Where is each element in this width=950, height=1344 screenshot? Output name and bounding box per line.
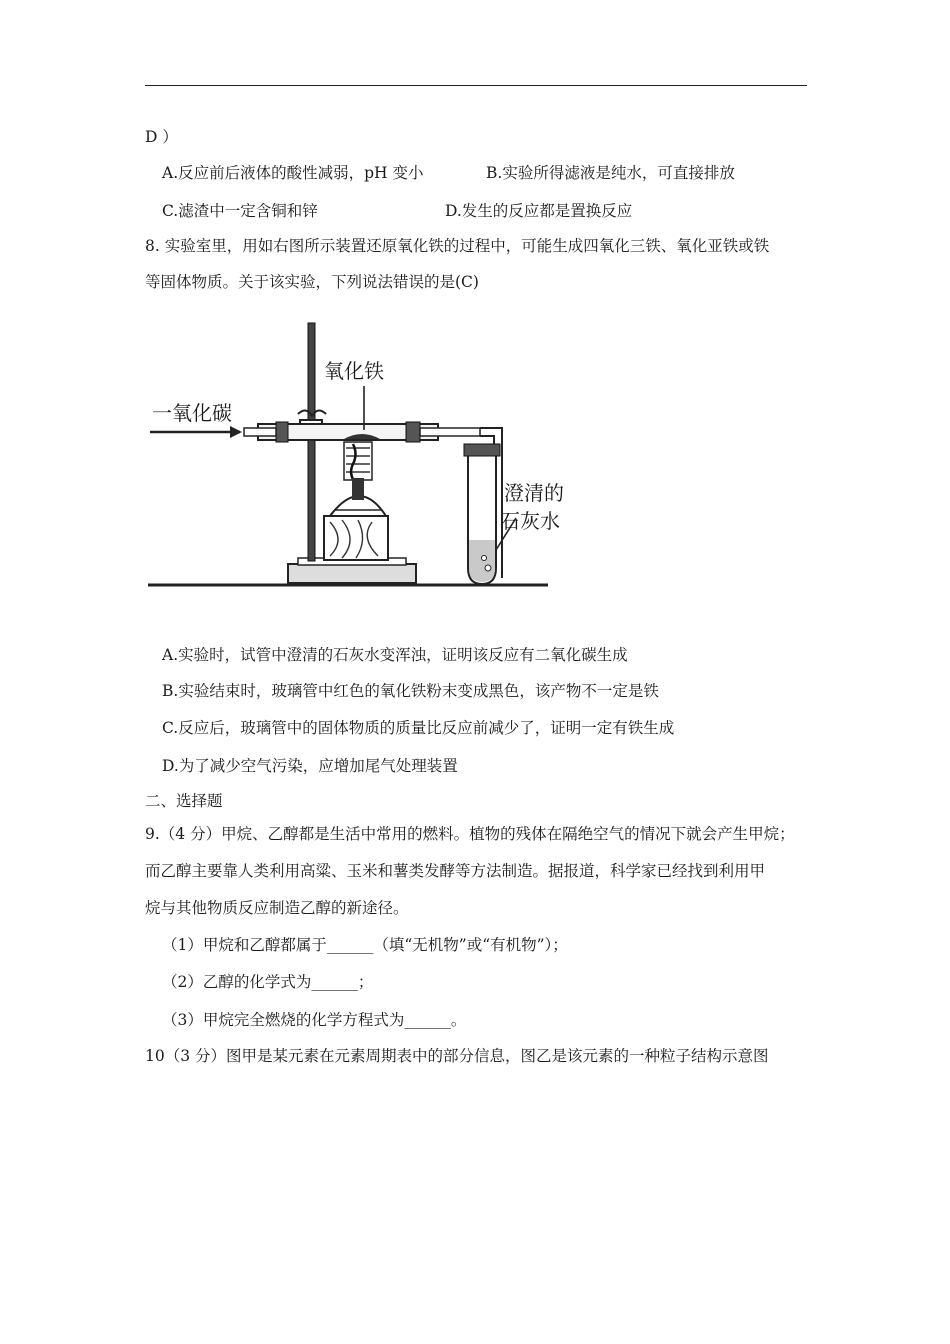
q9-stem-line3: 烷与其他物质反应制造乙醇的新途径。	[145, 899, 409, 917]
section-title: 二、选择题	[145, 792, 223, 810]
previous-answer: D ）	[145, 128, 178, 146]
limewater	[469, 540, 495, 582]
test-tube-stopper	[464, 444, 500, 456]
left-stopper	[276, 422, 288, 442]
label-carbon-monoxide: 一氧化碳	[152, 401, 232, 425]
lamp-wick	[352, 478, 364, 500]
q9-stem-line1: 9.（4 分）甲烷、乙醇都是生活中常用的燃料。植物的残体在隔绝空气的情况下就会产生甲烷；	[145, 825, 795, 843]
q8-option-b: B.实验结束时，玻璃管中红色的氧化铁粉末变成黑色，该产物不一定是铁	[162, 682, 659, 700]
q9-sub1: （1）甲烷和乙醇都属于______（填“无机物”或“有机物”）；	[162, 936, 568, 954]
q7-option-d: D.发生的反应都是置换反应	[445, 202, 633, 220]
label-limewater-line2: 石灰水	[500, 509, 560, 533]
q8-stem-line2: 等固体物质。关于该实验，下列说法错误的是(C)	[145, 273, 479, 291]
right-stopper	[406, 422, 420, 442]
q9-stem-line2: 而乙醇主要靠人类利用高粱、玉米和薯类发酵等方法制造。据报道，科学家已经找到利用甲	[145, 862, 766, 880]
q7-option-b: B.实验所得滤液是纯水，可直接排放	[486, 164, 735, 182]
stand-base	[288, 564, 416, 583]
label-iron-oxide: 氧化铁	[324, 359, 384, 383]
q8-option-a: A.实验时，试管中澄清的石灰水变浑浊，证明该反应有二氧化碳生成	[162, 646, 628, 664]
q8-stem-line1: 8. 实验室里，用如右图所示装置还原氧化铁的过程中，可能生成四氧化三铁、氧化亚铁或铁	[145, 237, 770, 255]
wooden-block	[324, 516, 388, 560]
q9-sub2: （2）乙醇的化学式为______；	[162, 973, 374, 991]
stand-rod	[308, 323, 315, 561]
q7-option-a: A.反应前后液体的酸性减弱，pH 变小	[162, 164, 424, 182]
q7-option-c: C.滤渣中一定含铜和锌	[162, 202, 318, 220]
q8-option-d: D.为了减少空气污染，应增加尾气处理装置	[162, 757, 458, 775]
q10-stem-line1: 10（3 分）图甲是某元素在元素周期表中的部分信息，图乙是该元素的一种粒子结构示意图	[145, 1047, 769, 1065]
q9-sub3: （3）甲烷完全燃烧的化学方程式为______。	[162, 1011, 467, 1029]
q8-option-c: C.反应后，玻璃管中的固体物质的质量比反应前减少了，证明一定有铁生成	[162, 719, 675, 737]
outlet-pipe	[420, 428, 480, 436]
co-reduction-apparatus-figure	[148, 318, 564, 616]
label-limewater-line1: 澄清的	[504, 481, 564, 505]
header-rule	[145, 85, 807, 86]
